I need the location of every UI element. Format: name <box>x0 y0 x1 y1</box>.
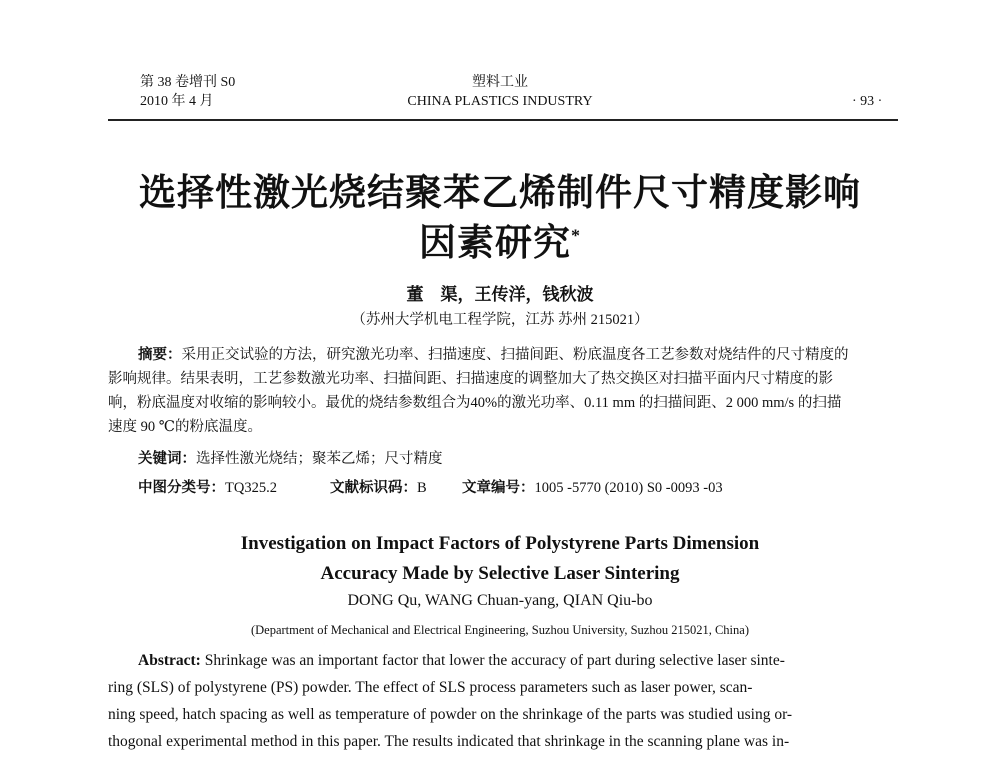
title-en-line2: Accuracy Made by Selective Laser Sintering <box>320 563 680 584</box>
abstract-cn <box>108 343 892 367</box>
title-cn-line2 <box>0 212 1000 266</box>
footnote-mark: * <box>571 225 581 246</box>
keywords-value: 选择性激光烧结；聚苯乙烯；尺寸精度 <box>196 451 443 467</box>
title-cn-text: 因素研究 <box>419 223 571 264</box>
doc-value: B <box>417 480 427 496</box>
authors-en: DONG Qu, WANG Chuan-yang, QIAN Qiu-bo <box>347 592 653 609</box>
title-cn-line1: 选择性激光烧结聚苯乙烯制件尺寸精度影响 <box>139 173 861 214</box>
article-value: 1005 -5770 (2010) S0 -0093 -03 <box>534 480 723 496</box>
abstract-en-text: Shrinkage was an important factor that lower the accuracy of part during selective laser sinte- <box>200 652 785 669</box>
abstract-cn-line: 速度 90 ℃的粉底温度。 <box>108 419 262 435</box>
abstract-cn-line: 采用正交试验的方法，研究激光功率、扫描速度、扫描间距、粉底温度各工艺参数对烧结件的尺寸精度的 <box>181 347 849 363</box>
title-en-line1: Investigation on Impact Factors of Polystyrene Parts Dimension <box>240 533 760 554</box>
abstract-en-line: ning speed, hatch spacing as well as temperature of powder on the shrinkage of the parts was studied using or- <box>108 706 793 723</box>
affiliation-en: (Department of Mechanical and Electrical Engineering, Suzhou University, Suzhou 215021, China) <box>250 623 749 637</box>
article-number <box>462 476 723 500</box>
abstract-cn-line: 影响规律。结果表明，工艺参数激光功率、扫描间距、扫描速度的调整加大了热交换区对扫描平面内尺寸精度的影 <box>108 371 833 387</box>
header-rule <box>108 119 898 121</box>
abstract-en-label: Abstract: <box>138 652 201 669</box>
keywords-cn <box>138 447 443 471</box>
journal-name-cn: 塑料工业 <box>472 75 528 90</box>
abstract-en-line <box>108 652 892 670</box>
clc-number <box>138 476 277 500</box>
clc-value: TQ325.2 <box>225 480 277 496</box>
abstract-en-line: thogonal experimental method in this paper. The results indicated that shrinkage in the scanning plane was in- <box>108 733 790 750</box>
clc-label: 中图分类号： <box>138 480 225 496</box>
authors-cn: 董 渠，王传洋，钱秋波 <box>406 285 594 304</box>
journal-name-en: CHINA PLASTICS INDUSTRY <box>407 94 593 109</box>
abstract-cn-label: 摘要： <box>138 347 182 363</box>
affiliation-cn: （苏州大学机电工程学院，江苏 苏州 215021） <box>351 312 649 328</box>
abstract-cn-line: 响，粉底温度对收缩的影响较小。最优的烧结参数组合为40%的激光功率、0.11 mm 的扫描间距、2 000 mm/s 的扫描 <box>108 395 842 411</box>
volume-info: 第 38 卷增刊 S0 <box>140 75 236 90</box>
article-label: 文章编号： <box>462 480 535 496</box>
doc-code <box>330 476 427 500</box>
keywords-label: 关键词： <box>138 451 196 467</box>
page-number: · 93 · <box>852 94 883 109</box>
abstract-en-line: ring (SLS) of polystyrene (PS) powder. The effect of SLS process parameters such as laser power, scan- <box>108 679 753 696</box>
issue-date: 2010 年 4 月 <box>140 94 214 109</box>
doc-label: 文献标识码： <box>330 480 417 496</box>
